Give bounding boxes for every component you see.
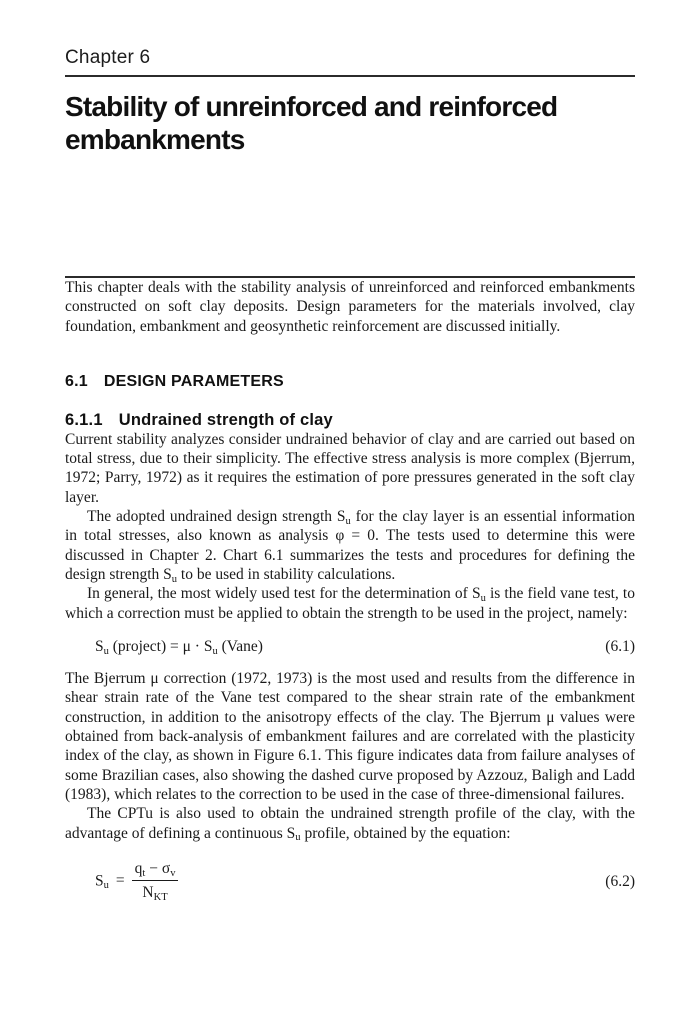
equation-6-2: [65, 860, 635, 904]
paragraph-current-stability: Current stability analyzes consider undrained behavior of clay and are carried out based on total stress, due to their simplicity. The effective stress analysis is more complex (Bjerrum, 1972; Parry, 1972) as it requires the estimation of pore pressures generated in the soft clay layer.: [65, 430, 635, 506]
paragraph-bjerrum-correction: The Bjerrum μ correction (1972, 1973) is the most used and results from the difference in shear strain rate of the Vane test compared to the shear strain rate of the embankment construction, in addition to the anisotropy effects of the clay. The Bjerrum μ values were obtained from back-analysis of embankment failures and are correlated with the plasticity index of the clay, as shown in Figure 6.1. This figure indicates data from failure analyses of some Brazilian cases, also showing the dashed curve proposed by Azzouz, Baligh and Ladd (1983), which relates to the correction to be used in the case of three-dimensional failures.: [65, 670, 635, 803]
chapter-label: Chapter 6: [65, 47, 151, 68]
fraction: [132, 859, 179, 903]
text-segment: In general, the most widely used test for the determination of S: [87, 585, 481, 603]
text-segment: for the clay layer is an essential information in total stresses, also known as analysis φ = 0. The tests used to determine this were discussed in Chapter 2. Chart 6.1 summarizes the tests and procedures for defining the design strength S: [65, 508, 635, 583]
paragraph-adopted-strength: [65, 507, 635, 584]
text-segment: σ: [161, 859, 171, 877]
text-segment: The CPTu is also used to obtain the undrained strength profile of the clay, with the advantage of defining a continuous S: [65, 805, 635, 842]
subscript: u: [345, 516, 351, 528]
fraction-denominator: [132, 881, 179, 902]
text-segment: (project) = μ · S: [108, 637, 213, 655]
text-segment: S: [95, 872, 104, 890]
equation-6-1: [65, 637, 635, 656]
subsection-title: Undrained strength of clay: [118, 410, 333, 429]
subscript: u: [295, 832, 301, 844]
text-segment: profile, obtained by the equation:: [300, 824, 511, 842]
text-segment: (Vane): [217, 637, 263, 655]
text-segment: The adopted undrained design strength S: [87, 508, 346, 526]
text-segment: to be used in stability calculations.: [177, 565, 396, 583]
minus-sign: −: [145, 859, 162, 877]
equation-6-2-body: [95, 860, 178, 904]
chapter-title-line2: embankments: [65, 124, 245, 155]
intro-paragraph: This chapter deals with the stability analysis of unreinforced and reinforced embankments constructed on soft clay deposits. Design parameters for the materials involved, clay foundation, embankment and geosynthetic reinforcement are discussed initially.: [65, 279, 635, 335]
section-title: DESIGN PARAMETERS: [103, 372, 284, 390]
subscript: t: [142, 867, 146, 879]
subscript: u: [103, 880, 109, 892]
text-segment: S: [95, 637, 104, 655]
subsection-number: 6.1.1: [65, 410, 103, 429]
equation-6-1-body: [95, 637, 263, 656]
text-segment: is the field vane test, to which a correction must be applied to obtain the strength to be used in the project, namely:: [65, 585, 635, 622]
equals-sign: =: [115, 872, 125, 890]
paragraph-in-general: [65, 584, 635, 623]
chapter-title-line1: Stability of unreinforced and reinforced: [65, 91, 558, 122]
subscript: u: [171, 573, 178, 585]
subscript: KT: [153, 892, 168, 904]
header-rule-top: [65, 75, 635, 77]
chapter-title: [65, 90, 635, 156]
section-number: 6.1: [65, 372, 88, 390]
subsection-heading: [65, 411, 635, 430]
paragraph-cptu: [65, 804, 635, 843]
equation-6-1-number: (6.1): [605, 637, 635, 655]
subscript: u: [480, 593, 486, 605]
text-segment: N: [142, 884, 154, 902]
fraction-numerator: [132, 859, 179, 881]
subscript: u: [212, 645, 218, 657]
section-heading: [65, 372, 635, 391]
subscript: u: [103, 645, 109, 657]
subscript: v: [170, 867, 176, 879]
text-segment: q: [134, 859, 143, 877]
equation-6-2-number: (6.2): [605, 872, 635, 890]
